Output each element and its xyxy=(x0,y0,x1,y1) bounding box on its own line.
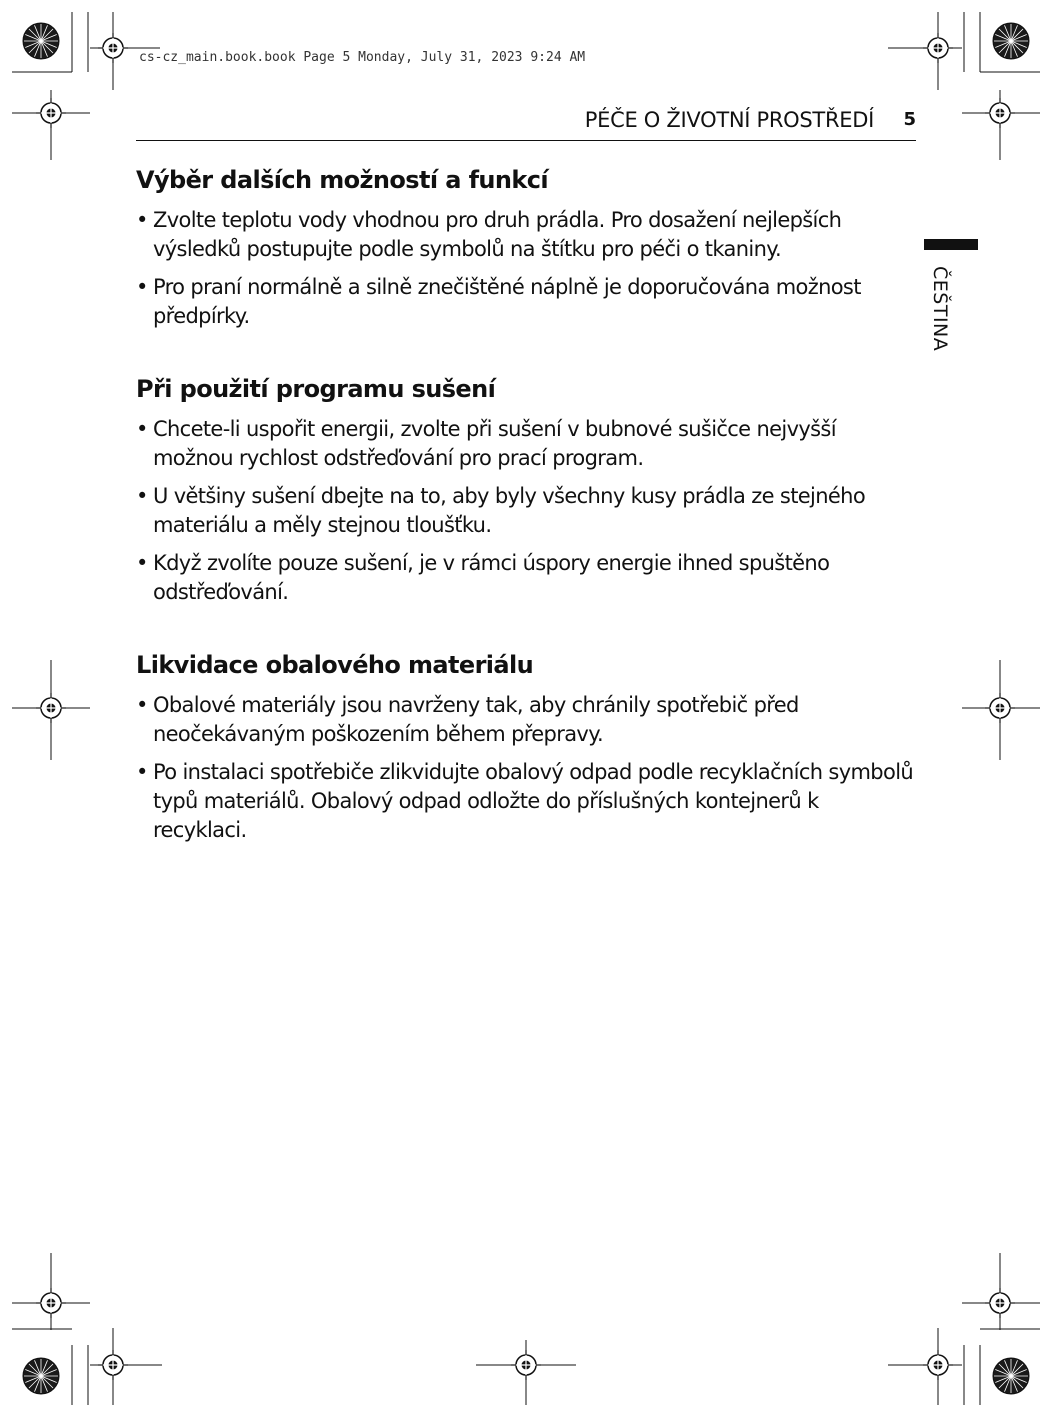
registration-target-icon xyxy=(985,693,1015,723)
bullet-list xyxy=(136,415,918,607)
registration-target-icon xyxy=(985,98,1015,128)
bullet-item xyxy=(136,758,918,845)
bullet-icon: • xyxy=(136,693,148,717)
bullet-icon: • xyxy=(136,551,148,575)
bullet-icon: • xyxy=(136,275,148,299)
bullet-item xyxy=(136,273,918,331)
bullet-text: U většiny sušení dbejte na to, aby byly všechny kusy prádla ze stejného materiálu a měly stejnou tloušťku. xyxy=(153,484,866,537)
section-drying-program xyxy=(136,371,918,607)
running-header xyxy=(136,104,916,141)
bullet-icon: • xyxy=(136,208,148,232)
registration-target-icon xyxy=(98,1350,128,1380)
registration-target-icon xyxy=(98,33,128,63)
registration-star-icon xyxy=(993,23,1029,59)
bullet-item xyxy=(136,482,918,540)
bullet-list xyxy=(136,691,918,845)
registration-target-icon xyxy=(36,98,66,128)
section-heading: Likvidace obalového materiálu xyxy=(136,651,534,679)
language-tab-label: ČEŠTINA xyxy=(929,266,951,352)
bullet-text: Obalové materiály jsou navrženy tak, aby chránily spotřebič před neočekávaným poškozením během přepravy. xyxy=(153,693,799,746)
registration-target-icon xyxy=(985,1288,1015,1318)
bullet-text: Chcete-li uspořit energii, zvolte při sušení v bubnové sušičce nejvyšší možnou rychlost odstřeďování pro prací program. xyxy=(153,417,836,470)
language-tab-bar xyxy=(924,239,978,250)
bullet-text: Po instalaci spotřebiče zlikvidujte obalový odpad podle recyklačních symbolů typů materiálů. Obalový odpad odložte do příslušných kontejnerů k recyklaci. xyxy=(153,760,914,842)
bullet-text: Zvolte teplotu vody vhodnou pro druh prádla. Pro dosažení nejlepších výsledků postupujte podle symbolů na štítku pro péči o tkaniny. xyxy=(153,208,842,261)
registration-star-icon xyxy=(23,23,59,59)
page-title: PÉČE O ŽIVOTNÍ PROSTŘEDÍ xyxy=(584,108,874,132)
bullet-item xyxy=(136,691,918,749)
registration-target-icon xyxy=(923,1350,953,1380)
section-additional-options xyxy=(136,162,918,331)
registration-target-icon xyxy=(511,1350,541,1380)
registration-star-icon xyxy=(23,1358,59,1394)
page-content xyxy=(136,162,918,885)
bullet-text: Když zvolíte pouze sušení, je v rámci úspory energie ihned spuštěno odstřeďování. xyxy=(153,551,830,604)
page-number: 5 xyxy=(903,109,916,130)
bullet-text: Pro praní normálně a silně znečištěné náplně je doporučována možnost předpírky. xyxy=(153,275,861,328)
bullet-item xyxy=(136,415,918,473)
print-slug: cs-cz_main.book.book Page 5 Monday, July 31, 2023 9:24 AM xyxy=(139,50,586,65)
registration-target-icon xyxy=(36,693,66,723)
registration-star-icon xyxy=(993,1358,1029,1394)
bullet-icon: • xyxy=(136,417,148,441)
bullet-icon: • xyxy=(136,484,148,508)
registration-target-icon xyxy=(923,33,953,63)
registration-target-icon xyxy=(36,1288,66,1318)
section-heading: Při použití programu sušení xyxy=(136,375,496,403)
bullet-item xyxy=(136,549,918,607)
bullet-list xyxy=(136,206,918,331)
bullet-item xyxy=(136,206,918,264)
section-heading: Výběr dalších možností a funkcí xyxy=(136,166,549,194)
bullet-icon: • xyxy=(136,760,148,784)
section-packaging-disposal xyxy=(136,647,918,845)
